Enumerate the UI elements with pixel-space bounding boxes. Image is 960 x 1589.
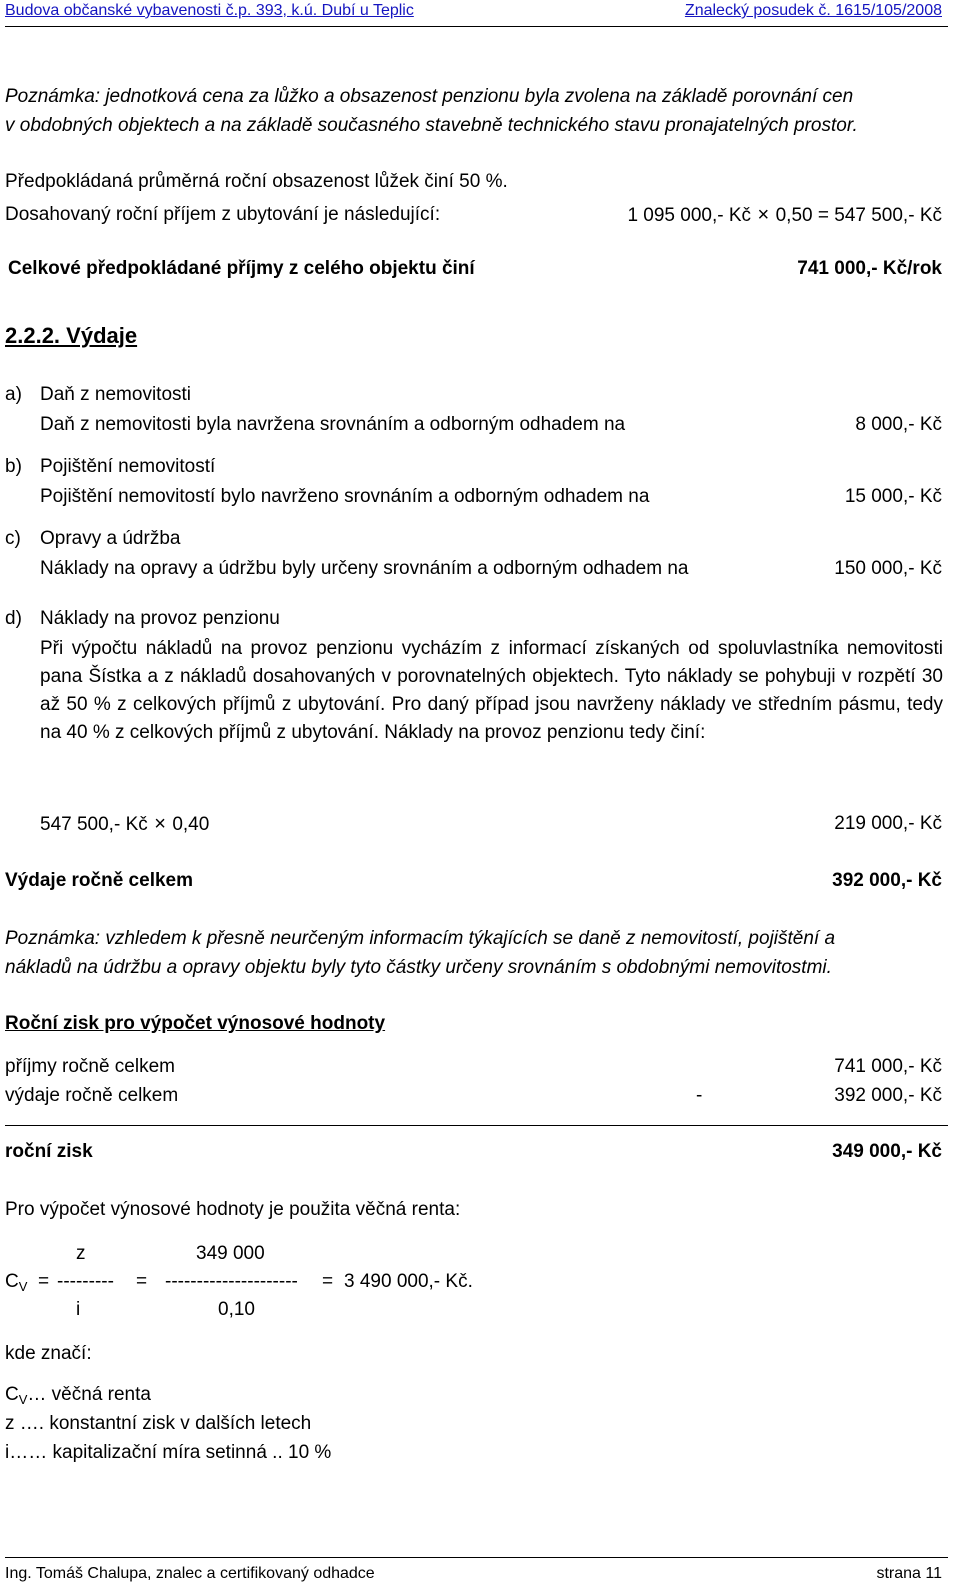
item-d-calculation [40,813,209,836]
item-d-calc-amount: 547 500,- Kč [40,814,148,835]
note2-line1: Poznámka: vzhledem k přesně neurčeným informacím týkajících se daně z nemovitostí, pojištění a [5,928,836,949]
item-c-title: Opravy a údržba [40,528,181,549]
multiply-icon: × [757,204,770,226]
multiply-icon: × [154,813,166,835]
formula-top-var: z [76,1243,86,1264]
footer-right: strana 11 [876,1565,942,1582]
profit-expense-sign: - [696,1085,703,1106]
item-d-title: Náklady na provoz penzionu [40,608,280,629]
footer-rule [5,1557,948,1558]
expenses-total-value: 392 000,- Kč [832,870,942,891]
note1-line2: v obdobných objektech a na základě současného stavebně technického stavu pronajatelných prostor. [5,115,858,136]
total-income-value: 741 000,- Kč/rok [797,258,942,279]
profit-result-value: 349 000,- Kč [832,1141,942,1162]
profit-expense-value: 392 000,- Kč [834,1085,942,1106]
total-income-label: Celkové předpokládané příjmy z celého objektu činí [8,258,475,279]
item-c-letter: c) [5,528,21,549]
formula-dash2: --------------------- [165,1271,298,1292]
item-d-calc-factor: 0,40 [172,814,210,835]
formula-eq1: = [38,1271,50,1292]
legend-cv [5,1384,151,1407]
legend-cv-subscript: V [18,1392,28,1407]
item-b-title: Pojištění nemovitostí [40,456,216,477]
note2-line2: nákladů na údržbu a opravy objektu byly tyto částky určeny srovnáním s obdobnými nemovitostmi. [5,957,832,978]
income-calculation [627,204,942,227]
formula-c: C [5,1271,19,1292]
profit-title: Roční zisk pro výpočet výnosové hodnoty [5,1013,386,1034]
item-b-text: Pojištění nemovitostí bylo navrženo srovnáním a odborným odhadem na [40,486,650,507]
item-a-letter: a) [5,384,22,405]
item-b-value: 15 000,- Kč [844,486,942,507]
item-a-value: 8 000,- Kč [855,414,942,435]
header-left: Budova občanské vybavenosti č.p. 393, k.ú. Dubí u Teplic [5,2,414,19]
legend-i: i…… kapitalizační míra setinná .. 10 % [5,1442,332,1463]
item-d-letter: d) [5,608,22,629]
item-a-text: Daň z nemovitosti byla navržena srovnáním a odborným odhadem na [40,414,626,435]
formula-cv [5,1271,27,1294]
formula-bottom-var: i [76,1299,81,1320]
item-c-value: 150 000,- Kč [834,558,942,579]
formula-eq2: = [136,1271,148,1292]
profit-divider [5,1125,948,1126]
note1-line1: Poznámka: jednotková cena za lůžko a obsazenost penzionu byla zvolena na základě porovnání cen [5,86,854,107]
item-b-letter: b) [5,456,22,477]
item-d-paragraph: Při výpočtu nákladů na provoz penzionu vycházím z informací získaných od spoluvlastníka nemovitosti pana Šístka a z nákladů dosahovaných v porovnatelných objektech. Tyto náklady se pohybuji v rozpětí 30 až 50 % z celkových příjmů z ubytování. Pro daný případ jsou navrženy náklady ve středním pásmu, tedy na 40 % z celkových příjmů z ubytování. Náklady na provoz penzionu tedy činí: [40,638,943,743]
formula-c-subscript: V [18,1279,28,1294]
profit-result-label: roční zisk [5,1141,93,1162]
expenses-total-label: Výdaje ročně celkem [5,870,193,891]
income-result: = 547 500,- Kč [817,205,942,226]
formula-top-val: 349 000 [196,1243,265,1264]
header-right: Znalecký posudek č. 1615/105/2008 [684,2,942,19]
header-rule [5,26,948,27]
formula-bottom-val: 0,10 [218,1299,255,1320]
formula-dash1: --------- [57,1271,114,1292]
rent-intro: Pro výpočet výnosové hodnoty je použita věčná renta: [5,1199,461,1220]
legend-cv-c: C [5,1384,19,1405]
occupancy-text: Předpokládaná průměrná roční obsazenost lůžek činí 50 %. [5,171,508,192]
profit-income-value: 741 000,- Kč [834,1056,942,1077]
income-amount: 1 095 000,- Kč [627,205,752,226]
formula-eq3: = [322,1271,334,1292]
profit-income-label: příjmy ročně celkem [5,1056,175,1077]
item-d-calc-result: 219 000,- Kč [834,813,942,834]
legend-z: z …. konstantní zisk v dalších letech [5,1413,312,1434]
section-title: 2.2.2. Výdaje [5,323,138,348]
item-a-title: Daň z nemovitosti [40,384,192,405]
formula-result: 3 490 000,- Kč. [344,1271,473,1292]
item-c-text: Náklady na opravy a údržbu byly určeny srovnáním a odborným odhadem na [40,558,689,579]
legend-intro: kde značí: [5,1343,92,1364]
income-label: Dosahovaný roční příjem z ubytování je následující: [5,204,441,225]
footer-left: Ing. Tomáš Chalupa, znalec a certifikovaný odhadce [5,1565,375,1582]
profit-expense-label: výdaje ročně celkem [5,1085,179,1106]
income-factor: 0,50 [775,205,813,226]
legend-cv-text: … věčná renta [27,1384,151,1405]
